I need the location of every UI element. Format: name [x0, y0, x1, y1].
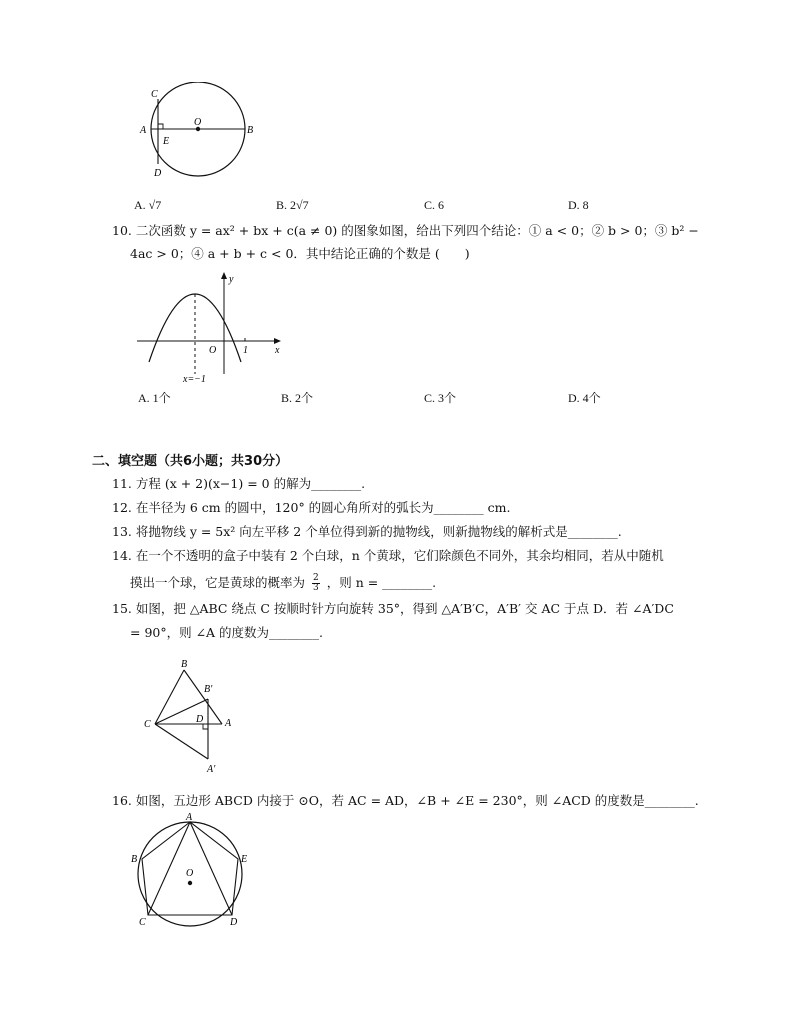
q10-option-b: B. 2个 — [281, 391, 314, 405]
q15-label-C: C — [144, 719, 151, 730]
q16-label-E: E — [241, 854, 248, 865]
question-11: 11. 方程 (x + 2)(x−1) = 0 的解为________. — [112, 476, 366, 491]
q10-label-y: y — [229, 274, 234, 285]
question-16: 16. 如图，五边形 ABCD 内接于 ⊙O，若 AC = AD，∠B + ∠E = 230°，则 ∠ACD 的度数是________. — [112, 793, 699, 808]
q16-label-C: C — [139, 917, 146, 928]
q9-label-O: O — [194, 117, 202, 128]
q14-fraction-numerator: 2 — [313, 573, 319, 583]
q15-label-Bp: B′ — [204, 684, 213, 695]
q15-label-Ap: A′ — [207, 764, 216, 775]
q15-label-D: D — [196, 714, 204, 725]
q9-label-A: A — [140, 125, 147, 136]
q9-label-B: B — [247, 125, 254, 136]
q16-label-O: O — [186, 868, 194, 879]
question-13: 13. 将抛物线 y = 5x² 向左平移 2 个单位得到新的抛物线，则新抛物线的解析式是________. — [112, 524, 622, 539]
question-14-line2 — [130, 574, 436, 593]
q9-figure — [130, 82, 270, 182]
question-12: 12. 在半径为 6 cm 的圆中，120° 的圆心角所对的弧长为________ cm. — [112, 500, 511, 515]
q10-option-c: C. 3个 — [424, 391, 457, 405]
q10-option-a: A. 1个 — [138, 391, 171, 405]
q10-stem-line1: 10. 二次函数 y = ax² + bx + c(a ≠ 0) 的图象如图，给出下列四个结论：① a < 0；② b > 0；③ b² − — [112, 223, 699, 238]
q10-parabola-figure — [133, 270, 288, 385]
q10-option-d: D. 4个 — [568, 391, 601, 405]
q10-label-one: 1 — [243, 345, 248, 356]
q15-label-A: A — [225, 718, 232, 729]
section-title-fill-in: 二、填空题（共6小题；共30分） — [92, 454, 289, 469]
q16-label-D: D — [230, 917, 238, 928]
q14-line2-pre: 摸出一个球，它是黄球的概率为 — [130, 575, 306, 590]
q9-option-c: C. 6 — [424, 198, 445, 212]
q9-label-E: E — [163, 136, 170, 147]
q9-option-a: A. √7 — [134, 198, 162, 212]
q14-line2-post: ，则 n = ________. — [326, 575, 437, 590]
q14-fraction-denominator: 3 — [313, 583, 319, 593]
q10-label-O: O — [209, 345, 217, 356]
question-14-line1: 14. 在一个不透明的盒子中装有 2 个白球，n 个黄球，它们除颜色不同外，其余均相同，若从中随机 — [112, 548, 664, 563]
q9-option-b: B. 2√7 — [276, 198, 309, 212]
q15-figure — [138, 656, 248, 776]
q9-label-C: C — [151, 89, 158, 100]
q10-label-x: x — [275, 345, 280, 356]
question-15-line1: 15. 如图，把 △ABC 绕点 C 按顺时针方向旋转 35°，得到 △A′B′C，A′B′ 交 AC 于点 D．若 ∠A′DC — [112, 601, 674, 616]
q9-option-d: D. 8 — [568, 198, 589, 212]
q9-label-D: D — [154, 168, 162, 179]
q16-figure — [128, 812, 258, 932]
q14-fraction — [312, 574, 320, 593]
q15-label-B: B — [181, 659, 188, 670]
q16-label-A: A — [186, 812, 193, 823]
q10-stem-line2: 4ac > 0；④ a + b + c < 0．其中结论正确的个数是 ( ) — [130, 246, 470, 261]
q10-label-axis-line: x=−1 — [183, 374, 206, 385]
question-15-line2: = 90°，则 ∠A 的度数为________. — [130, 625, 324, 640]
q16-label-B: B — [131, 854, 138, 865]
